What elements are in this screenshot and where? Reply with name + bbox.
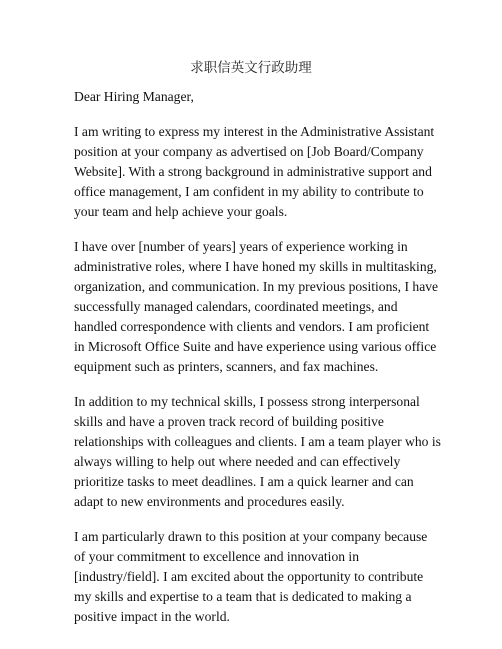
paragraph-4-line: [industry/field]. I am excited about the opportunity to contribute — [74, 569, 424, 584]
document-title: 求职信英文行政助理 — [190, 60, 312, 76]
paragraph-2-line: I have over [number of years] years of experience working in — [74, 239, 408, 254]
paragraph-3-line: always willing to help out where needed and can effectively — [74, 454, 401, 469]
paragraph-4-line: of your commitment to excellence and innovation in — [74, 549, 360, 564]
paragraph-2-line: organization, and communication. In my previous positions, I have — [74, 279, 439, 294]
salutation: Dear Hiring Manager, — [74, 89, 194, 104]
paragraph-1-line: office management, I am confident in my ability to contribute to — [74, 184, 424, 199]
paragraph-2-line: equipment such as printers, scanners, and fax machines. — [74, 359, 379, 374]
paragraph-3-line: adapt to new environments and procedures easily. — [74, 494, 345, 509]
paragraph-3-line: In addition to my technical skills, I possess strong interpersonal — [74, 394, 420, 409]
paragraph-4-line: my skills and expertise to a team that is dedicated to making a — [74, 589, 412, 604]
paragraph-2-line: administrative roles, where I have honed my skills in multitasking, — [74, 259, 437, 274]
paragraph-3-line: relationships with colleagues and clients. I am a team player who is — [74, 434, 441, 449]
paragraph-2-line: in Microsoft Office Suite and have experience using various office — [74, 339, 437, 354]
paragraph-3-line: prioritize tasks to meet deadlines. I am a quick learner and can — [74, 474, 414, 489]
paragraph-2-line: successfully managed calendars, coordinated meetings, and — [74, 299, 398, 314]
paragraph-1-line: Website]. With a strong background in administrative support and — [74, 164, 432, 179]
paragraph-3-line: skills and have a proven track record of building positive — [74, 414, 384, 429]
paragraph-4-line: I am particularly drawn to this position at your company because — [74, 529, 428, 544]
paragraph-2-line: handled correspondence with clients and vendors. I am proficient — [74, 319, 430, 334]
paragraph-1-line: position at your company as advertised on [Job Board/Company — [74, 144, 424, 159]
paragraph-4-line: positive impact in the world. — [74, 609, 230, 624]
paragraph-1-line: your team and help achieve your goals. — [74, 204, 288, 219]
paragraph-1-line: I am writing to express my interest in the Administrative Assistant — [74, 124, 435, 139]
